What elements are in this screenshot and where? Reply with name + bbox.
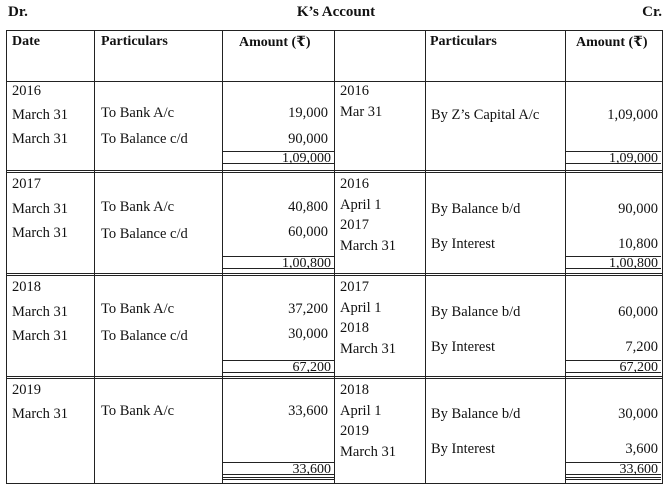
debit-year: 2016 [12, 83, 41, 99]
credit-particulars: By Balance b/d [431, 304, 521, 320]
credit-particulars: By Balance b/d [431, 201, 521, 217]
section-double-rule [7, 170, 662, 173]
credit-particulars: By Balance b/d [431, 406, 521, 422]
debit-date: March 31 [12, 201, 68, 217]
section-double-rule [7, 273, 662, 276]
debit-year: 2017 [12, 176, 41, 192]
credit-total: 67,200 [565, 360, 661, 373]
total-double-rule [565, 477, 661, 480]
credit-date: 2018 [340, 320, 369, 336]
credit-date: 2016 [340, 83, 369, 99]
debit-total: 1,09,000 [222, 151, 334, 164]
debit-date: March 31 [12, 304, 68, 320]
header-rule [7, 81, 662, 82]
credit-date: March 31 [340, 238, 396, 254]
credit-amount: 7,200 [625, 339, 658, 355]
column-header-amount-cr: Amount (₹) [576, 35, 648, 50]
column-divider [425, 31, 426, 483]
debit-amount: 37,200 [288, 301, 328, 317]
credit-date: 2017 [340, 217, 369, 233]
debit-amount: 40,800 [288, 199, 328, 215]
credit-particulars: By Z’s Capital A/c [431, 107, 540, 123]
debit-total: 1,00,800 [222, 256, 334, 269]
credit-amount: 10,800 [618, 236, 658, 252]
account-title: K’s Account [296, 4, 376, 20]
credit-date: 2018 [340, 382, 369, 398]
debit-amount: 33,600 [288, 403, 328, 419]
debit-amount: 19,000 [288, 105, 328, 121]
column-header-particulars: Particulars [101, 34, 168, 49]
debit-year: 2018 [12, 279, 41, 295]
column-divider [334, 31, 335, 483]
credit-date: 2016 [340, 176, 369, 192]
debit-particulars: To Bank A/c [101, 403, 175, 419]
credit-amount: 30,000 [618, 406, 658, 422]
debit-date: March 31 [12, 406, 68, 422]
debit-total: 33,600 [222, 462, 334, 475]
credit-date: April 1 [340, 197, 382, 213]
section-double-rule [7, 376, 662, 379]
credit-total: 1,09,000 [565, 151, 661, 164]
credit-date: March 31 [340, 341, 396, 357]
credit-date: April 1 [340, 403, 382, 419]
credit-date: March 31 [340, 444, 396, 460]
debit-total: 67,200 [222, 360, 334, 373]
credit-date: April 1 [340, 300, 382, 316]
debit-particulars: To Bank A/c [101, 301, 175, 317]
credit-particulars: By Interest [431, 236, 496, 252]
debit-particulars: To Balance c/d [101, 131, 188, 147]
credit-date: 2019 [340, 423, 369, 439]
debit-year: 2019 [12, 382, 41, 398]
debit-particulars: To Balance c/d [101, 226, 188, 242]
credit-date: Mar 31 [340, 104, 383, 120]
credit-total: 1,00,800 [565, 256, 661, 269]
debit-amount: 60,000 [288, 224, 328, 240]
debit-date: March 31 [12, 328, 68, 344]
column-header-date: Date [12, 34, 40, 49]
column-divider [94, 31, 95, 483]
debit-date: March 31 [12, 225, 68, 241]
debit-particulars: To Bank A/c [101, 105, 175, 121]
debit-amount: 90,000 [288, 131, 328, 147]
debit-label: Dr. [8, 4, 28, 20]
credit-amount: 1,09,000 [607, 107, 658, 123]
column-header-particulars-cr: Particulars [430, 34, 497, 49]
credit-particulars: By Interest [431, 441, 496, 457]
credit-particulars: By Interest [431, 339, 496, 355]
credit-amount: 90,000 [618, 201, 658, 217]
credit-date: 2017 [340, 279, 369, 295]
ledger-table [6, 30, 663, 484]
column-header-amount: Amount (₹) [239, 35, 311, 50]
debit-date: March 31 [12, 131, 68, 147]
debit-particulars: To Bank A/c [101, 199, 175, 215]
credit-amount: 3,600 [625, 441, 658, 457]
credit-label: Cr. [642, 4, 662, 20]
debit-date: March 31 [12, 107, 68, 123]
credit-amount: 60,000 [618, 304, 658, 320]
credit-total: 33,600 [565, 462, 661, 475]
debit-amount: 30,000 [288, 326, 328, 342]
debit-particulars: To Balance c/d [101, 328, 188, 344]
total-double-rule [222, 477, 334, 480]
